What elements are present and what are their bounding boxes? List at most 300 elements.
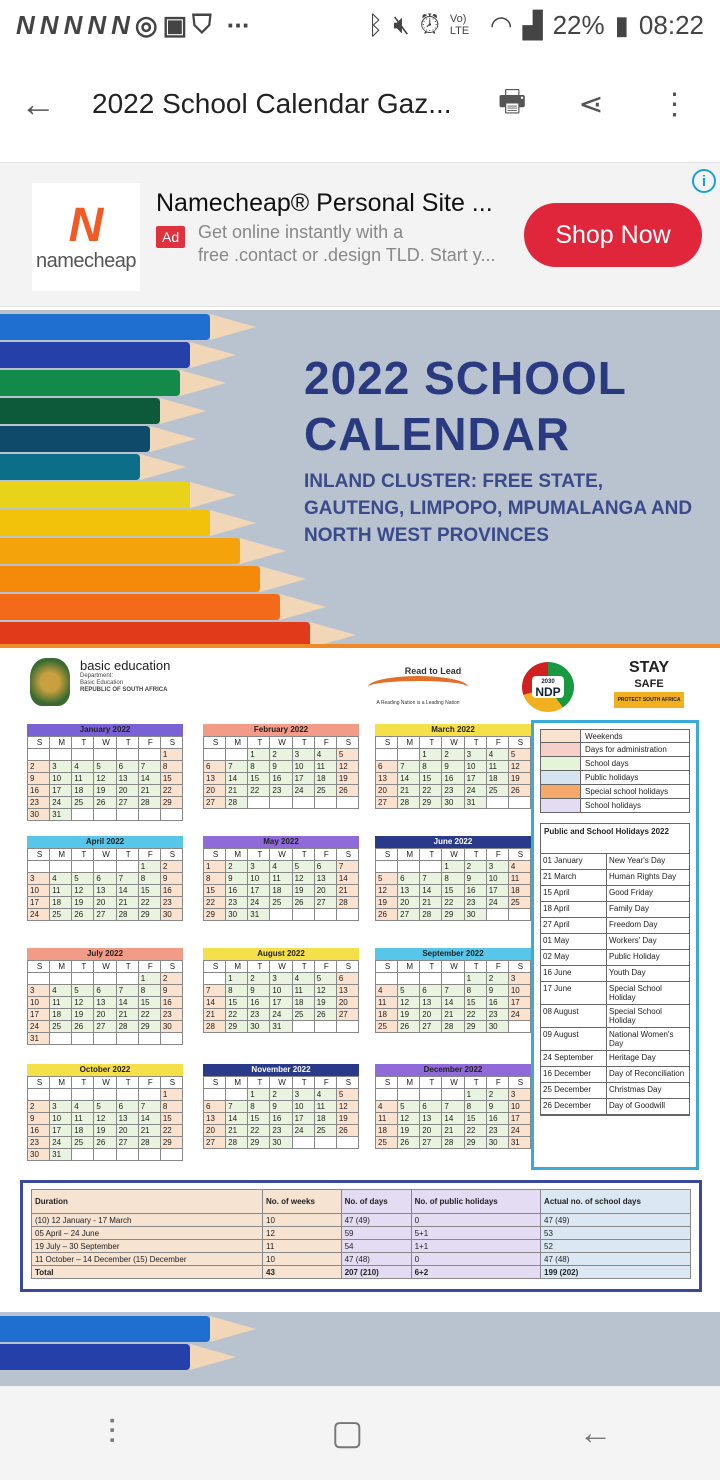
- bluetooth-icon: ᛒ: [367, 9, 384, 40]
- day-cell: 1: [160, 749, 182, 761]
- day-cell: 29: [248, 1137, 270, 1149]
- day-cell: 10: [28, 885, 50, 897]
- share-icon[interactable]: ⋖: [578, 87, 604, 121]
- weekday-header: M: [226, 1077, 248, 1089]
- day-cell: 26: [336, 1125, 358, 1137]
- day-cell: 30: [464, 909, 486, 921]
- day-cell: 2: [226, 861, 248, 873]
- day-cell: 30: [270, 1137, 292, 1149]
- day-cell: [94, 749, 116, 761]
- weekday-header: T: [116, 1077, 138, 1089]
- day-cell: 29: [138, 909, 160, 921]
- month-calendar: [203, 948, 359, 1033]
- banner-subtitle: INLAND CLUSTER: FREE STATE, GAUTENG, LIMPOPO, MPUMALANGA AND NORTH WEST PROVINCES: [304, 471, 693, 546]
- day-cell: [376, 1089, 398, 1101]
- alarm-icon: ⏰︎: [419, 9, 440, 39]
- day-cell: 20: [336, 997, 358, 1009]
- day-cell: 28: [138, 797, 160, 809]
- rtl-title: Read to Lead: [404, 666, 462, 676]
- day-cell: 13: [204, 1113, 226, 1125]
- day-cell: 23: [270, 1125, 292, 1137]
- day-cell: 7: [398, 761, 420, 773]
- holiday-row: [541, 870, 689, 886]
- day-cell: 10: [464, 761, 486, 773]
- day-cell: 17: [464, 773, 486, 785]
- holiday-row: [541, 1005, 689, 1028]
- summary-cell: 12: [263, 1227, 342, 1240]
- day-cell: 18: [50, 1009, 72, 1021]
- day-cell: 12: [508, 761, 530, 773]
- day-cell: 25: [486, 785, 508, 797]
- month-header: December 2022: [375, 1064, 531, 1076]
- day-cell: 19: [72, 897, 94, 909]
- day-cell: 30: [248, 1021, 270, 1033]
- day-cell: 21: [138, 785, 160, 797]
- holiday-row: [541, 1083, 689, 1099]
- day-cell: 16: [442, 773, 464, 785]
- day-cell: 20: [314, 885, 336, 897]
- day-cell: 8: [160, 1101, 182, 1113]
- day-cell: 7: [226, 761, 248, 773]
- day-cell: 26: [72, 909, 94, 921]
- day-cell: 25: [72, 1137, 94, 1149]
- day-cell: 9: [160, 985, 182, 997]
- day-cell: 7: [336, 861, 358, 873]
- day-cell: 11: [508, 873, 530, 885]
- weekday-header: T: [72, 1077, 94, 1089]
- day-cell: 16: [160, 885, 182, 897]
- n-icon: N: [16, 9, 34, 40]
- day-cell: 8: [138, 873, 160, 885]
- day-cell: [50, 861, 72, 873]
- holiday-date: 01 May: [541, 934, 607, 949]
- day-cell: [376, 973, 398, 985]
- summary-header-row: [32, 1190, 691, 1214]
- day-cell: 13: [94, 885, 116, 897]
- day-cell: 20: [94, 1009, 116, 1021]
- day-cell: 27: [420, 1137, 442, 1149]
- day-cell: 8: [442, 873, 464, 885]
- day-cell: 22: [204, 897, 226, 909]
- holiday-date: 16 June: [541, 966, 607, 981]
- day-cell: 27: [204, 1137, 226, 1149]
- dbe-name: basic education: [80, 658, 171, 673]
- dbe-sub: Basic Education: [80, 680, 124, 686]
- day-cell: 24: [50, 797, 72, 809]
- day-cell: [28, 861, 50, 873]
- day-cell: 6: [398, 873, 420, 885]
- holidays-title: Public and School Holidays 2022: [541, 824, 689, 854]
- battery-icon: ▮: [614, 9, 629, 40]
- day-cell: 14: [226, 773, 248, 785]
- day-cell: 27: [398, 909, 420, 921]
- day-cell: 20: [116, 1125, 138, 1137]
- day-cell: 27: [336, 1009, 358, 1021]
- weekday-header: F: [486, 737, 508, 749]
- day-cell: 29: [226, 1021, 248, 1033]
- month-calendar: [27, 836, 183, 921]
- day-cell: 10: [486, 873, 508, 885]
- day-cell: 7: [226, 1101, 248, 1113]
- day-cell: 15: [226, 997, 248, 1009]
- day-cell: 4: [270, 861, 292, 873]
- day-cell: 1: [204, 861, 226, 873]
- day-cell: 22: [464, 1009, 486, 1021]
- weekday-header: S: [376, 849, 398, 861]
- day-cell: 12: [94, 773, 116, 785]
- day-cell: 12: [314, 985, 336, 997]
- day-cell: 6: [116, 1101, 138, 1113]
- legend-label: Days for administration: [585, 745, 667, 754]
- day-cell: 15: [442, 885, 464, 897]
- day-cell: 4: [376, 1101, 398, 1113]
- back-icon[interactable]: ←: [578, 1413, 613, 1452]
- weekday-header: T: [72, 961, 94, 973]
- holiday-name: Day of Goodwill: [609, 1101, 666, 1110]
- day-cell: 17: [248, 885, 270, 897]
- n-icon: N: [39, 9, 58, 40]
- weekday-header: S: [376, 737, 398, 749]
- month-header: September 2022: [375, 948, 531, 960]
- summary-cell: 207 (210): [341, 1266, 411, 1279]
- day-cell: 17: [270, 997, 292, 1009]
- day-cell: 15: [464, 1113, 486, 1125]
- day-cell: 16: [28, 785, 50, 797]
- day-cell: 8: [160, 761, 182, 773]
- summary-cell: Total: [32, 1266, 263, 1279]
- weekday-header: F: [314, 737, 336, 749]
- legend-label: School days: [585, 759, 629, 768]
- day-cell: 29: [464, 1021, 486, 1033]
- day-cell: 14: [138, 1113, 160, 1125]
- pencil-graphic: [0, 398, 160, 424]
- summary-row: [32, 1240, 691, 1253]
- day-cell: 8: [226, 985, 248, 997]
- day-cell: 3: [50, 1101, 72, 1113]
- pencil-graphic: [0, 454, 140, 480]
- holiday-name: Special School Holiday: [609, 984, 662, 1002]
- day-cell: 2: [270, 1089, 292, 1101]
- summary-cell: 0: [411, 1214, 540, 1227]
- next-page-image: [0, 1312, 720, 1386]
- day-cell: 14: [336, 873, 358, 885]
- day-cell: 7: [442, 1101, 464, 1113]
- weekday-header: S: [508, 737, 530, 749]
- legend-item: [540, 729, 690, 743]
- home-icon[interactable]: ▢: [331, 1414, 364, 1452]
- day-cell: 19: [292, 885, 314, 897]
- banner-title-line: 2022 SCHOOL: [304, 352, 627, 404]
- day-cell: 1: [464, 1089, 486, 1101]
- legend-swatch: [541, 730, 581, 742]
- day-cell: 26: [94, 797, 116, 809]
- weekday-header: F: [314, 1077, 336, 1089]
- ad-headline[interactable]: Namecheap® Personal Site ...: [156, 189, 493, 217]
- holiday-name: Human Rights Day: [609, 872, 677, 881]
- day-cell: [50, 1033, 72, 1045]
- day-cell: 27: [116, 797, 138, 809]
- pencil-graphic: [0, 1316, 210, 1342]
- summary-cell: 0: [411, 1253, 540, 1266]
- weekday-header: T: [420, 1077, 442, 1089]
- day-cell: [138, 1089, 160, 1101]
- term-summary: [20, 1180, 702, 1292]
- day-cell: 24: [50, 1137, 72, 1149]
- pencil-graphic: [0, 482, 190, 508]
- day-cell: 11: [486, 761, 508, 773]
- holiday-date: 24 September: [541, 1051, 607, 1066]
- day-cell: 27: [116, 1137, 138, 1149]
- day-cell: [116, 1149, 138, 1161]
- holiday-date: 18 April: [541, 902, 607, 917]
- legend-item: [540, 757, 690, 771]
- day-cell: [336, 909, 358, 921]
- day-cell: 20: [420, 1009, 442, 1021]
- month-calendar: [375, 948, 531, 1033]
- day-cell: 25: [50, 909, 72, 921]
- weekday-header: S: [204, 737, 226, 749]
- day-cell: 12: [72, 885, 94, 897]
- weekday-header: F: [138, 737, 160, 749]
- day-cell: 18: [72, 785, 94, 797]
- wifi-icon: ◠: [489, 9, 513, 40]
- day-cell: 9: [28, 773, 50, 785]
- day-cell: 6: [420, 985, 442, 997]
- weekday-header: S: [376, 1077, 398, 1089]
- day-cell: 21: [398, 785, 420, 797]
- day-cell: [226, 749, 248, 761]
- day-cell: 4: [292, 973, 314, 985]
- holiday-row: [541, 918, 689, 934]
- weekday-header: M: [50, 1077, 72, 1089]
- holiday-name: Youth Day: [609, 968, 646, 977]
- day-cell: 22: [138, 1009, 160, 1021]
- day-cell: 5: [94, 761, 116, 773]
- day-cell: 11: [292, 985, 314, 997]
- day-cell: 30: [442, 797, 464, 809]
- signal-icon: ▟: [522, 9, 543, 40]
- day-cell: [94, 861, 116, 873]
- day-cell: [270, 797, 292, 809]
- ndp-text: NDP: [535, 685, 561, 699]
- weekday-header: S: [28, 849, 50, 861]
- day-cell: [116, 861, 138, 873]
- day-cell: 9: [486, 985, 508, 997]
- day-cell: 28: [226, 797, 248, 809]
- day-cell: 21: [420, 897, 442, 909]
- rtl-sub: A Reading Nation is a Leading Nation: [376, 700, 460, 706]
- day-cell: [72, 1033, 94, 1045]
- summary-row: [32, 1214, 691, 1227]
- weekday-header: W: [442, 1077, 464, 1089]
- ad-desc-line: free .contact or .design TLD. Start y...: [198, 245, 496, 265]
- day-cell: [292, 1021, 314, 1033]
- day-cell: 2: [442, 749, 464, 761]
- day-cell: 12: [398, 1113, 420, 1125]
- day-cell: 20: [204, 1125, 226, 1137]
- holiday-row: [541, 934, 689, 950]
- day-cell: [72, 809, 94, 821]
- weekday-header: F: [314, 961, 336, 973]
- day-cell: 1: [138, 973, 160, 985]
- day-cell: 13: [420, 997, 442, 1009]
- month-header: July 2022: [27, 948, 183, 960]
- day-cell: 22: [160, 1125, 182, 1137]
- day-cell: [28, 749, 50, 761]
- volte-icon: Vo) LTE: [449, 13, 470, 37]
- day-cell: 9: [270, 1101, 292, 1113]
- day-cell: 25: [376, 1021, 398, 1033]
- day-cell: [442, 973, 464, 985]
- summary-cell: 43: [263, 1266, 342, 1279]
- day-cell: 9: [442, 761, 464, 773]
- day-cell: 5: [376, 873, 398, 885]
- weekday-header: W: [94, 737, 116, 749]
- day-cell: 16: [160, 997, 182, 1009]
- weekday-header: T: [248, 961, 270, 973]
- day-cell: 24: [486, 897, 508, 909]
- legend-panel: [531, 720, 699, 1170]
- legend-swatch: [541, 799, 581, 812]
- holiday-name: Special School Holiday: [609, 1007, 662, 1025]
- day-cell: [204, 749, 226, 761]
- weekday-header: M: [398, 849, 420, 861]
- day-cell: 3: [508, 1089, 530, 1101]
- summary-row: [32, 1266, 691, 1279]
- day-cell: [160, 809, 182, 821]
- weekday-header: F: [486, 961, 508, 973]
- weekday-header: T: [292, 1077, 314, 1089]
- ndp-logo: [522, 662, 574, 712]
- stay-text: STAY: [628, 659, 669, 676]
- day-cell: [72, 1149, 94, 1161]
- shop-now-button[interactable]: Shop Now: [524, 203, 702, 267]
- day-cell: 24: [508, 1125, 530, 1137]
- weekday-header: T: [248, 737, 270, 749]
- weekday-header: M: [226, 737, 248, 749]
- summary-cell: 10: [263, 1253, 342, 1266]
- day-cell: [116, 1089, 138, 1101]
- day-cell: [94, 1033, 116, 1045]
- day-cell: 26: [376, 909, 398, 921]
- ad-info-icon[interactable]: i: [692, 169, 716, 193]
- day-cell: 13: [376, 773, 398, 785]
- day-cell: [336, 797, 358, 809]
- weekday-header: M: [50, 961, 72, 973]
- day-cell: 20: [420, 1125, 442, 1137]
- day-cell: 31: [508, 1137, 530, 1149]
- day-cell: 8: [138, 985, 160, 997]
- weekday-header: T: [116, 737, 138, 749]
- ad-badge: Ad: [156, 226, 185, 248]
- day-cell: 3: [486, 861, 508, 873]
- weekday-header: S: [28, 1077, 50, 1089]
- holiday-row: [541, 1067, 689, 1083]
- day-cell: 13: [314, 873, 336, 885]
- day-cell: 27: [94, 909, 116, 921]
- day-cell: 22: [138, 897, 160, 909]
- namecheap-wordmark: namecheap: [35, 249, 137, 272]
- pencil-graphic: [0, 370, 180, 396]
- weekday-header: W: [94, 849, 116, 861]
- day-cell: 23: [464, 897, 486, 909]
- holiday-date: 01 January: [541, 854, 607, 869]
- more-vert-icon[interactable]: ⋮: [659, 87, 690, 121]
- printer-icon[interactable]: 🖶︎: [498, 84, 527, 118]
- day-cell: 31: [270, 1021, 292, 1033]
- summary-cell: 1+1: [411, 1240, 540, 1253]
- day-cell: 21: [336, 885, 358, 897]
- weekday-header: F: [486, 1077, 508, 1089]
- summary-cell: 10: [263, 1214, 342, 1227]
- day-cell: [226, 1089, 248, 1101]
- day-cell: 11: [72, 773, 94, 785]
- day-cell: 4: [72, 1101, 94, 1113]
- holiday-name: Freedom Day: [609, 920, 658, 929]
- holiday-row: [541, 1099, 689, 1115]
- day-cell: [336, 1021, 358, 1033]
- holiday-date: 27 April: [541, 918, 607, 933]
- day-cell: 28: [204, 1021, 226, 1033]
- day-cell: 22: [442, 897, 464, 909]
- day-cell: 21: [226, 785, 248, 797]
- day-cell: 5: [398, 1101, 420, 1113]
- day-cell: 2: [486, 1089, 508, 1101]
- weekday-header: T: [464, 961, 486, 973]
- day-cell: 13: [336, 985, 358, 997]
- logos-row: [0, 652, 720, 718]
- day-cell: 9: [28, 1113, 50, 1125]
- day-cell: 4: [72, 761, 94, 773]
- day-cell: 26: [336, 785, 358, 797]
- back-arrow-icon[interactable]: ←: [20, 83, 56, 124]
- weekday-header: T: [464, 849, 486, 861]
- recent-apps-icon[interactable]: ⫶: [107, 1413, 117, 1452]
- day-cell: 5: [72, 985, 94, 997]
- day-cell: 5: [336, 749, 358, 761]
- day-cell: [72, 749, 94, 761]
- day-cell: 15: [138, 997, 160, 1009]
- day-cell: 21: [442, 1009, 464, 1021]
- day-cell: 15: [248, 773, 270, 785]
- day-cell: 25: [376, 1137, 398, 1149]
- system-nav-bar: [0, 1386, 720, 1480]
- day-cell: 10: [50, 1113, 72, 1125]
- day-cell: 30: [486, 1021, 508, 1033]
- day-cell: 5: [336, 1089, 358, 1101]
- day-cell: 14: [420, 885, 442, 897]
- day-cell: 2: [160, 973, 182, 985]
- day-cell: 16: [248, 997, 270, 1009]
- day-cell: [398, 861, 420, 873]
- summary-cell: 53: [541, 1227, 691, 1240]
- day-cell: 28: [442, 1021, 464, 1033]
- holiday-date: 09 August: [541, 1028, 607, 1050]
- ad-banner[interactable]: [0, 162, 720, 307]
- legend-item: [540, 785, 690, 799]
- weekday-header: W: [94, 1077, 116, 1089]
- weekday-header: T: [248, 1077, 270, 1089]
- day-cell: 11: [376, 1113, 398, 1125]
- weekday-header: S: [204, 1077, 226, 1089]
- day-cell: 29: [442, 909, 464, 921]
- legend-swatch: [541, 743, 581, 756]
- day-cell: 12: [72, 997, 94, 1009]
- day-cell: [204, 1089, 226, 1101]
- day-cell: 9: [464, 873, 486, 885]
- day-cell: 7: [138, 1101, 160, 1113]
- day-cell: 3: [28, 985, 50, 997]
